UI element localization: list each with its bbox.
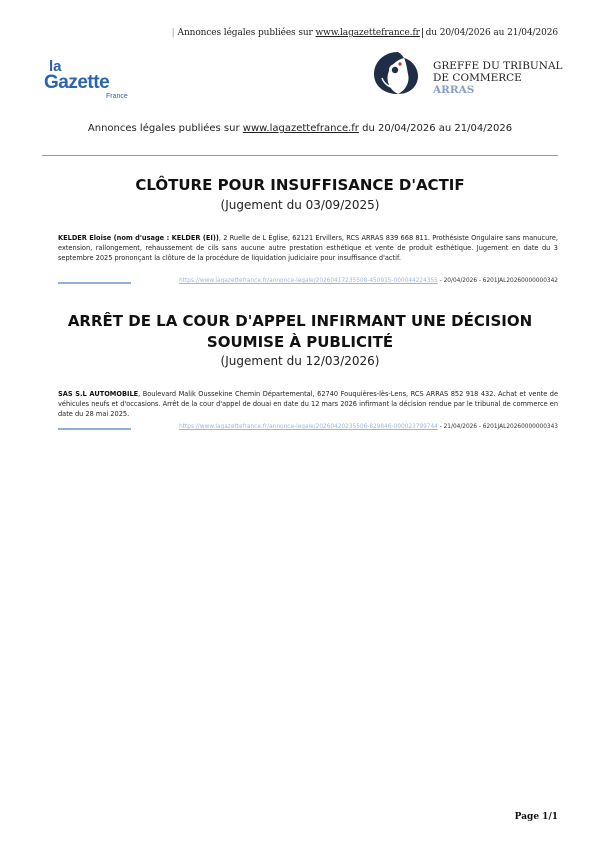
top-date-range: du 20/04/2026 au 21/04/2026 (425, 28, 558, 38)
publication-subheader (0, 123, 600, 134)
sub-date-range: du 20/04/2026 au 21/04/2026 (362, 123, 513, 134)
notice-title-line: CLÔTURE POUR INSUFFISANCE D'ACTIF (135, 176, 465, 194)
reference-text (179, 278, 558, 284)
notice-url-link[interactable]: https://www.lagazettefrance.fr/annonce-legale/20260420235506-829846-000023799744 (179, 424, 438, 430)
notice-title (0, 311, 600, 353)
reference-text (179, 424, 558, 430)
notice-reference (58, 424, 558, 434)
notice-text: , Boulevard Malik Oussekine Chemin Départemental, 62740 Fouquières-lès-Lens, RCS ARRAS 852 918 432. Achat et vente de véhicules neufs et d'occasions. Arrêt de la cour d'appel de douai en date du 12 mars 2026 infirmant la décision rendue par le tribunal de commerce en date du 28 mai 2025. (58, 390, 559, 418)
notice-party: KELDER Eloise (nom d'usage : KELDER (EI)) (58, 234, 219, 242)
page-number: Page 1/1 (514, 812, 558, 822)
top-header-line (172, 28, 558, 38)
reference-accent-bar (58, 282, 131, 284)
notice-text: , 2 Ruelle de L Église, 62121 Ervillers, RCS ARRAS 839 668 811. Prothésiste Ongulaire sans manucure, extension, rallongement, rehaussement de cils sans aucune autre prestation esthétique et vente de produit esthétique. Jugement en date du 3 septembre 2025 prononçant la clôture de la procédure de liquidation judiciaire pour insuffisance d'actif. (58, 234, 558, 262)
greffe-city: ARRAS (433, 84, 475, 96)
notice-reference (58, 278, 558, 288)
notice-title (0, 175, 600, 196)
top-prefix: Annonces légales publiées sur (177, 28, 313, 38)
notice-ref: - 21/04/2026 - 6201JAL20260000000343 (437, 424, 558, 430)
notice-title-line: ARRÊT DE LA COUR D'APPEL INFIRMANT UNE DÉCISION (67, 312, 533, 330)
greffe-line1: GREFFE DU TRIBUNAL (433, 60, 563, 72)
reference-accent-bar (58, 428, 131, 430)
notice-judgement-date: (Jugement du 12/03/2026) (220, 354, 380, 368)
logo-la: la (49, 58, 62, 75)
logo-gazette: Gazette (44, 72, 110, 93)
notice-judgement-date: (Jugement du 03/09/2025) (220, 198, 380, 212)
greffe-line2: DE COMMERCE (433, 72, 522, 84)
notice-body (58, 389, 558, 419)
notice-title-line: SOUMISE À PUBLICITÉ (206, 333, 394, 351)
sub-prefix: Annonces légales publiées sur (87, 123, 240, 134)
greffe-name (433, 60, 563, 96)
notice-body (58, 233, 558, 263)
gazette-logo (44, 58, 134, 100)
top-site-link[interactable]: www.lagazettefrance.fr (316, 28, 423, 38)
greffe-emblem-icon (370, 50, 426, 96)
notice-ref: - 20/04/2026 - 6201JAL20260000000342 (437, 278, 558, 284)
header-divider (42, 155, 558, 156)
logo-france: France (106, 93, 128, 100)
notice-party: SAS S.L AUTOMOBILE (58, 390, 139, 398)
notice-url-link[interactable]: https://www.lagazettefrance.fr/annonce-legale/20260417235508-450915-000044224355 (179, 278, 438, 284)
separator: | (171, 28, 175, 38)
sub-site-link[interactable]: www.lagazettefrance.fr (242, 123, 359, 134)
